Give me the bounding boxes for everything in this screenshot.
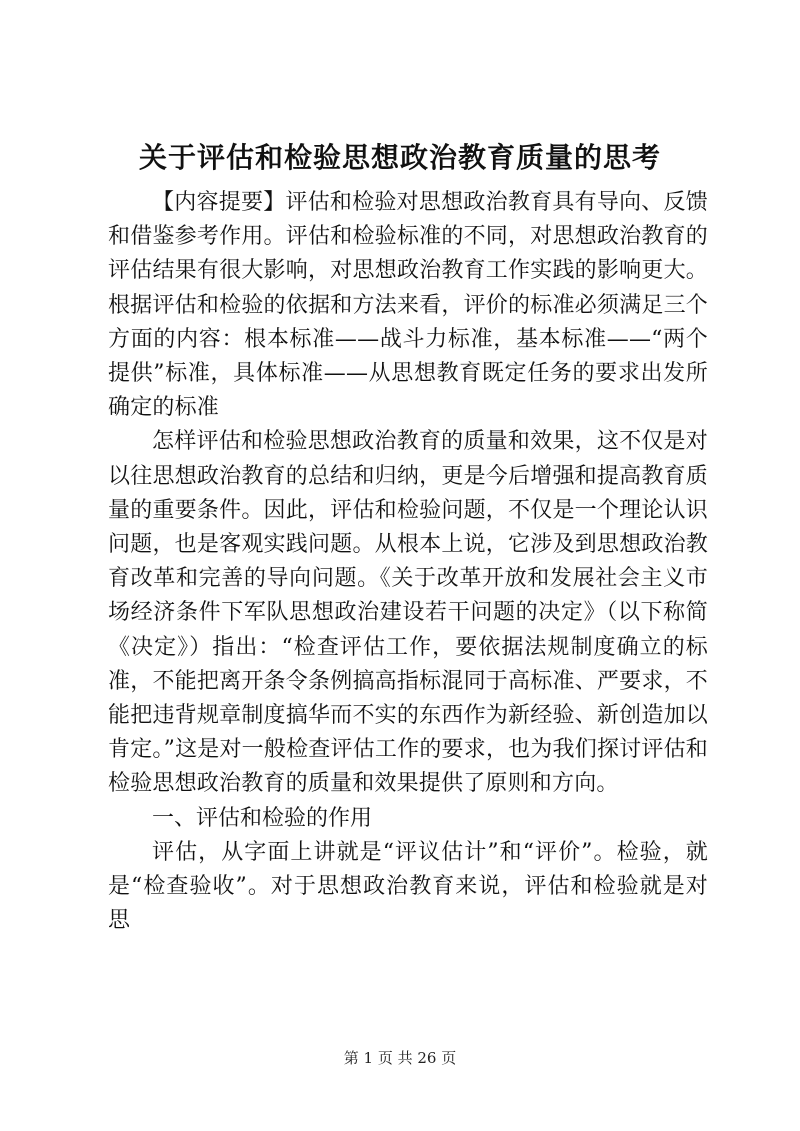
abstract-paragraph: 【内容提要】评估和检验对思想政治教育具有导向、反馈和借鉴参考作用。评估和检验标准的不同，对思想政治教育的评估结果有很大影响，对思想政治教育工作实践的影响更大。根据评估和检验的依据和方法来看，评价的标准必须满足三个方面的内容：根本标准——战斗力标准，基本标准——“两个提供”标准，具体标准——从思想教育既定任务的要求出发所确定的标准 [108, 190, 708, 421]
section-paragraph: 评估，从字面上讲就是“评议估计”和“评价”。检验，就是“检查验收”。对于思想政治教育来说，评估和检验就是对思 [108, 839, 708, 934]
intro-paragraph: 怎样评估和检验思想政治教育的质量和效果，这不仅是对以往思想政治教育的总结和归纳，更是今后增强和提高教育质量的重要条件。因此，评估和检验问题，不仅是一个理论认识问题，也是客观实践问题。从根本上说，它涉及到思想政治教育改革和完善的导向问题。《关于改革开放和发展社会主义市场经济条件下军队思想政治建设若干问题的决定》（以下称简《决定》）指出：“检查评估工作，要依据法规制度确立的标准，不能把离开条令条例搞高指标混同于高标准、严要求，不能把违背规章制度搞华而不实的东西作为新经验、新创造加以肯定。”这是对一般检查评估工作的要求，也为我们探讨评估和检验思想政治教育的质量和效果提供了原则和方向。 [108, 429, 708, 797]
section-heading: 一、评估和检验的作用 [152, 805, 373, 831]
document-body [108, 186, 708, 938]
page-footer: 第 1 页 共 26 页 [343, 1049, 457, 1067]
document-title: 关于评估和检验思想政治教育质量的思考 [138, 141, 661, 174]
